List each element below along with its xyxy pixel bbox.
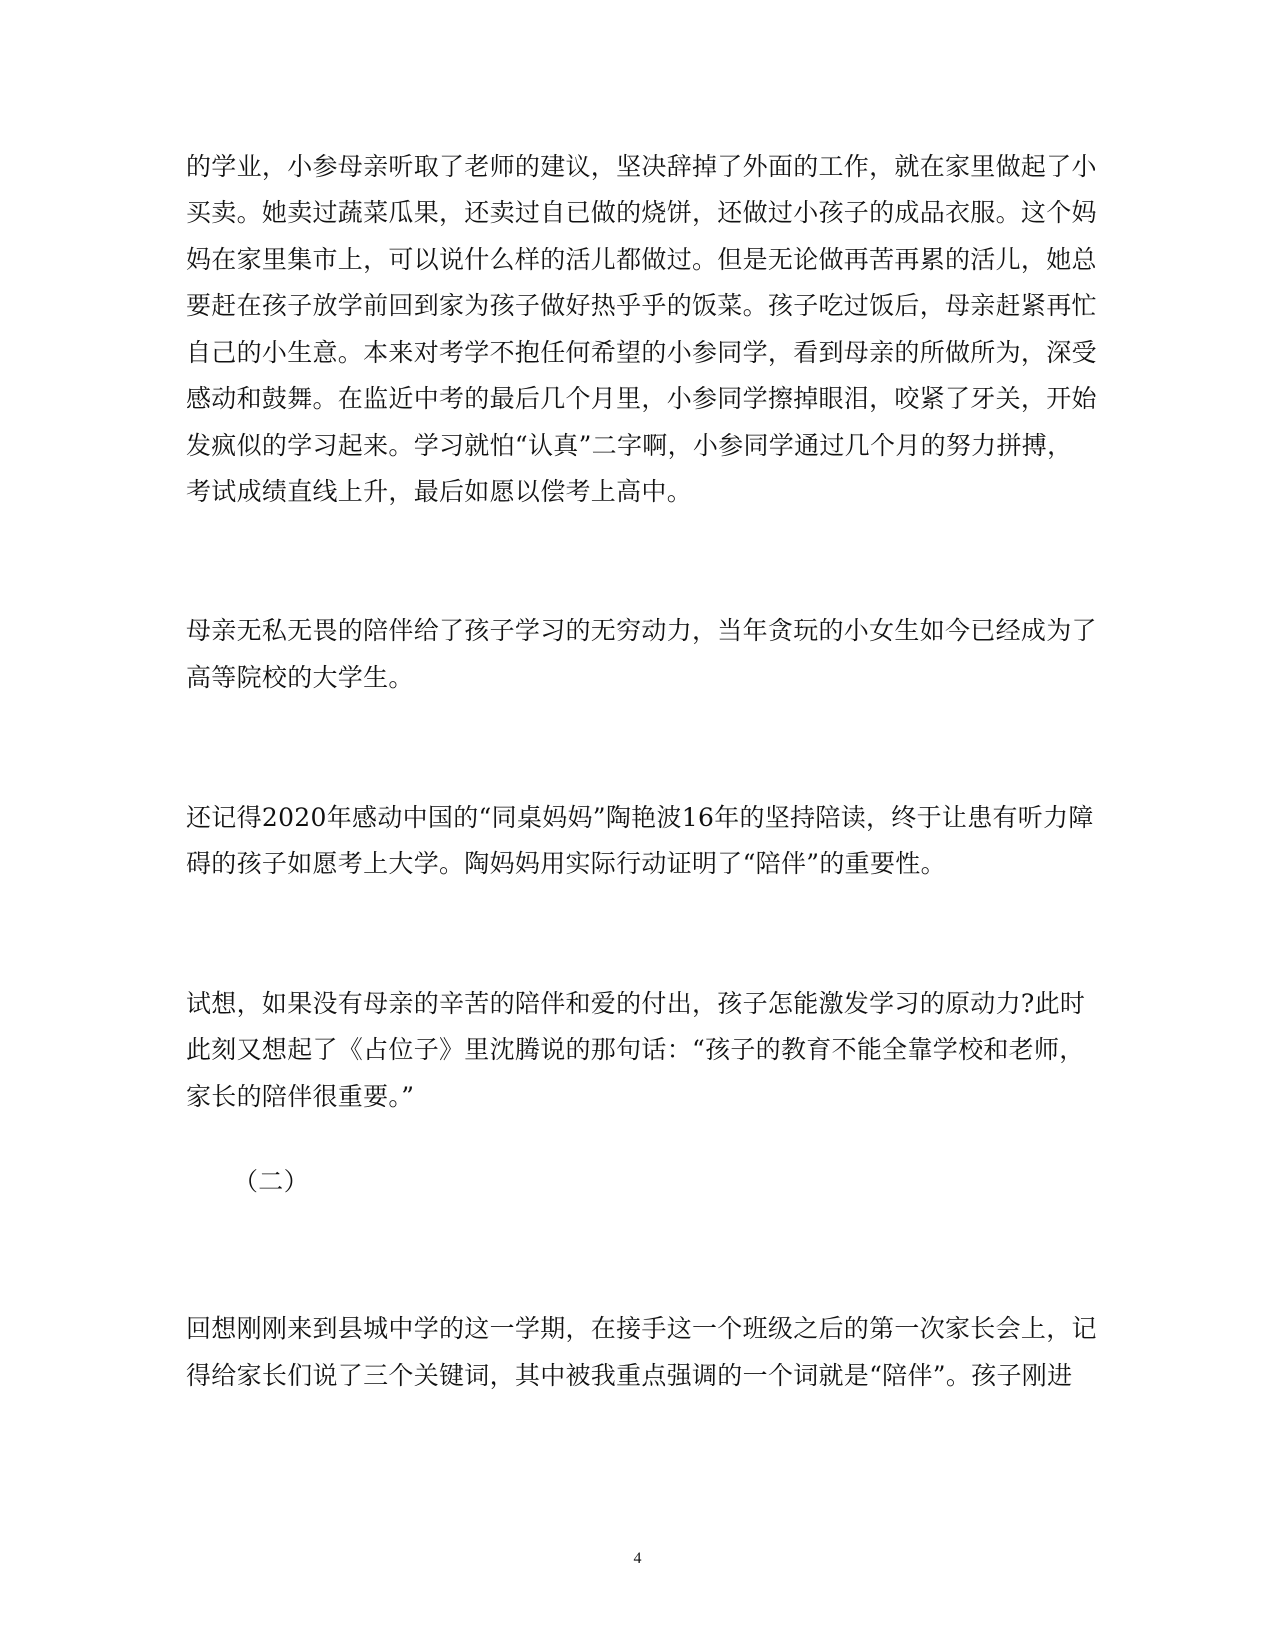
text-line: 要赶在孩子放学前回到家为孩子做好热乎乎的饭菜。孩子吃过饭后，母亲赶紧再忙 — [186, 291, 1097, 320]
text-line: 买卖。她卖过蔬菜瓜果，还卖过自已做的烧饼，还做过小孩子的成品衣服。这个妈 — [186, 198, 1097, 227]
text-line: 发疯似的学习起来。学习就怕“认真”二字啊，小参同学通过几个月的努力拼搏， — [186, 431, 1073, 460]
text-line: 还记得2020年感动中国的“同桌妈妈”陶艳波16年的坚持陪读，终于让患有听力障 — [186, 803, 1094, 832]
text-line: 考试成绩直线上升，最后如愿以偿考上高中。 — [186, 477, 693, 506]
page-number: 4 — [633, 1550, 642, 1567]
text-line: 感动和鼓舞。在监近中考的最后几个月里，小参同学擦掉眼泪，咬紧了牙关，开始 — [186, 384, 1097, 413]
text-line: 家长的陪伴很重要。” — [186, 1082, 415, 1111]
text-line: 碍的孩子如愿考上大学。陶妈妈用实际行动证明了“陪伴”的重要性。 — [186, 849, 946, 878]
text-line: 得给家长们说了三个关键词，其中被我重点强调的一个词就是“陪伴”。孩子刚进 — [186, 1361, 1073, 1390]
text-line: 母亲无私无畏的陪伴给了孩子学习的无穷动力，当年贪玩的小女生如今已经成为了 — [186, 616, 1097, 645]
text-line: 高等院校的大学生。 — [186, 663, 414, 692]
text-line: 此刻又想起了《占位子》里沈腾说的那句话：“孩子的教育不能全靠学校和老师， — [186, 1035, 1085, 1064]
text-line: 试想，如果没有母亲的辛苦的陪伴和爱的付出，孩子怎能激发学习的原动力?此时 — [186, 989, 1086, 1018]
section-heading: （二） — [233, 1167, 309, 1196]
text-line: 妈在家里集市上，可以说什么样的活儿都做过。但是无论做再苦再累的活儿，她总 — [186, 245, 1097, 274]
text-line: 自己的小生意。本来对考学不抱任何希望的小参同学，看到母亲的所做所为，深受 — [186, 338, 1097, 367]
text-line: 回想刚刚来到县城中学的这一学期，在接手这一个班级之后的第一次家长会上，记 — [186, 1314, 1097, 1343]
text-line: 的学业，小参母亲听取了老师的建议，坚决辞掉了外面的工作，就在家里做起了小 — [186, 152, 1097, 181]
